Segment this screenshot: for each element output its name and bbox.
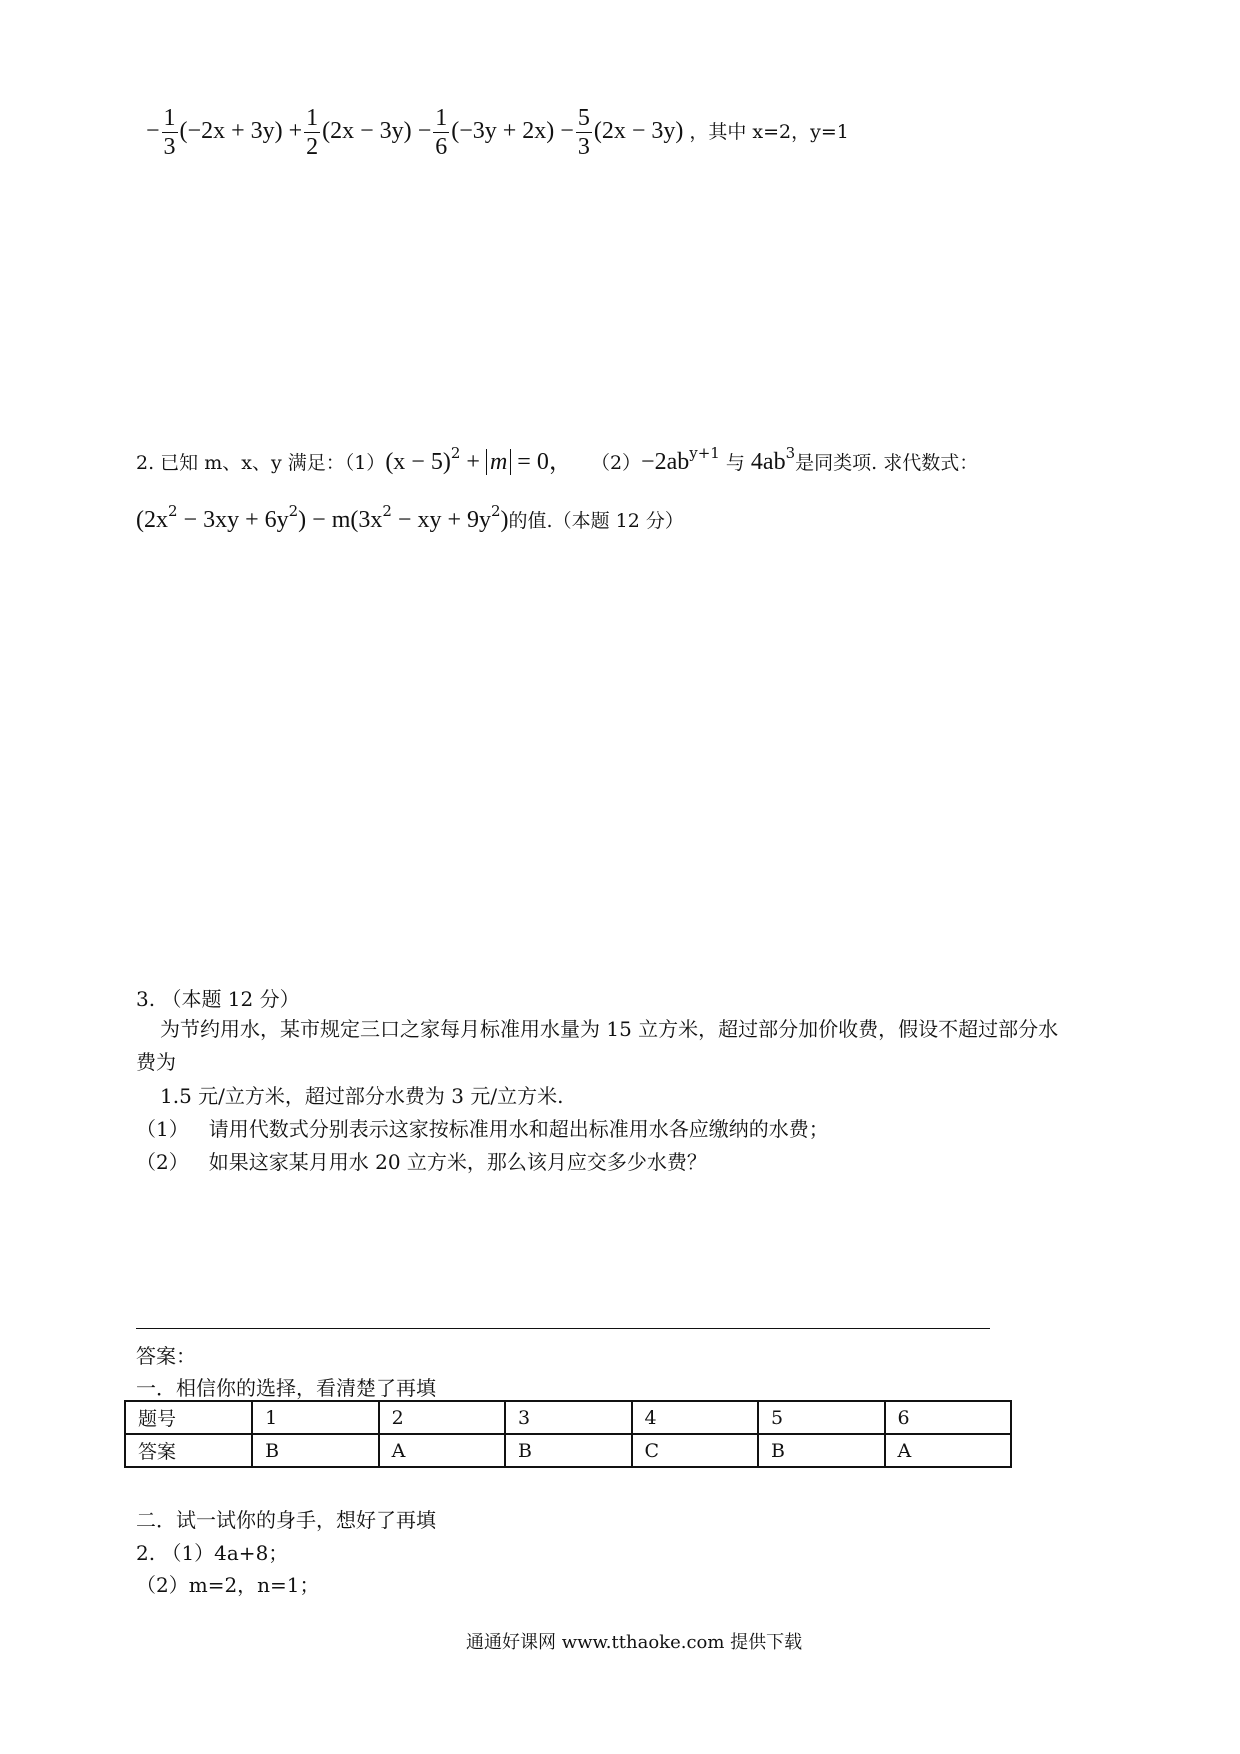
t3-den: 6 (435, 134, 448, 160)
fraction-1-3 (162, 104, 178, 161)
table-cell: 4 (632, 1401, 759, 1434)
problem3-line3: 1.5 元/立方米，超过部分水费为 3 元/立方米. (160, 1084, 564, 1108)
t4-num: 5 (577, 105, 590, 131)
problem3-q1 (136, 1113, 829, 1142)
t2-body: (2x − 3y) (322, 118, 412, 145)
table-cell: 3 (505, 1401, 631, 1434)
answer-item-2-2: （2）m=2，n=1； (136, 1573, 320, 1597)
answer-table (124, 1400, 1012, 1468)
expr-part3: ) − m(3x (298, 507, 383, 533)
problem2-line2 (136, 502, 684, 534)
t4-body: (2x − 3y) (593, 118, 684, 145)
table-cell: 1 (252, 1401, 378, 1434)
problem2-line1 (136, 441, 978, 476)
table-cell: C (632, 1434, 759, 1467)
cond1-base: (x − 5) (385, 449, 451, 475)
table-cell: B (758, 1434, 884, 1467)
expr-part5: ) (500, 507, 509, 533)
q2-text: 如果这家某月用水 20 立方米，那么该月应交多少水费？ (208, 1150, 707, 1174)
table-row (125, 1401, 1011, 1434)
fraction-1-6 (433, 104, 449, 161)
t3-num: 1 (435, 105, 448, 131)
answers-section1: 一．相信你的选择，看清楚了再填 (136, 1376, 436, 1400)
expr-exp1: 2 (168, 502, 178, 520)
q2-label: （2） (136, 1150, 189, 1174)
t4-den: 3 (577, 134, 590, 160)
fraction-5-3 (576, 104, 592, 161)
cond2-label: （2） (590, 452, 642, 474)
abs-var: m (489, 449, 508, 475)
problem2-suffix: 的值.（本题 12 分） (508, 510, 684, 532)
problem2-lead: 2. 已知 m、x、y 满足：（1） (136, 452, 386, 474)
t2-num: 1 (306, 105, 319, 131)
table-cell: 题号 (125, 1401, 252, 1434)
problem2-tail: 是同类项. 求代数式： (795, 452, 979, 474)
t1-sign: − (146, 118, 160, 145)
problem1-expression (146, 104, 849, 161)
and-word: 与 (719, 452, 751, 474)
t1-den: 3 (163, 134, 176, 160)
table-cell: B (505, 1434, 631, 1467)
table-cell: 6 (885, 1401, 1011, 1434)
table-cell: 2 (379, 1401, 505, 1434)
expr-exp3: 2 (382, 502, 392, 520)
fraction-1-2 (304, 104, 320, 161)
term1: −2ab (641, 449, 690, 475)
expr-exp2: 2 (288, 502, 299, 520)
table-cell: A (379, 1434, 505, 1467)
section-divider (136, 1328, 990, 1329)
t1-num: 1 (163, 105, 176, 131)
expr-part4: − xy + 9y (391, 507, 491, 533)
problem3-line2: 费为 (136, 1050, 176, 1074)
table-cell: A (885, 1434, 1011, 1467)
t1-body: (−2x + 3y) (179, 118, 283, 145)
problem1-condition: ，其中 x=2，y=1 (689, 121, 849, 144)
answers-section2: 二．试一试你的身手，想好了再填 (136, 1508, 436, 1532)
problem3-heading: 3. （本题 12 分） (136, 987, 300, 1011)
t4-sign: − (560, 118, 574, 145)
table-cell: 答案 (125, 1434, 252, 1467)
table-cell: B (252, 1434, 378, 1467)
table-row (125, 1434, 1011, 1467)
answer-item-2-1: 2. （1）4a+8； (136, 1541, 289, 1565)
expr-part1: (2x (136, 507, 168, 533)
problem3-q2 (136, 1146, 707, 1175)
expr-part2: − 3xy + 6y (177, 507, 289, 533)
t3-sign: − (417, 118, 432, 145)
t3-body: (−3y + 2x) (451, 118, 555, 145)
problem3-line1: 为节约用水，某市规定三口之家每月标准用水量为 15 立方米，超过部分加价收费，假设不超过部分水 (160, 1017, 1059, 1041)
plus-sign: + (460, 449, 486, 475)
t2-sign: + (288, 118, 303, 145)
term1-exp: y+1 (689, 444, 720, 462)
cond1-exp: 2 (450, 444, 461, 462)
expr-exp4: 2 (490, 502, 501, 520)
q1-text: 请用代数式分别表示这家按标准用水和超出标准用水各应缴纳的水费； (208, 1117, 829, 1141)
t2-den: 2 (306, 134, 319, 160)
table-cell: 5 (758, 1401, 884, 1434)
term2-exp: 3 (785, 444, 796, 462)
equals-zero: = 0， (511, 449, 573, 475)
answers-title: 答案： (136, 1344, 196, 1368)
term2: 4ab (750, 449, 786, 475)
page-footer: 通通好课网 www.tthaoke.com 提供下载 (466, 1632, 803, 1653)
abs-m (486, 449, 511, 475)
q1-label: （1） (136, 1117, 189, 1141)
